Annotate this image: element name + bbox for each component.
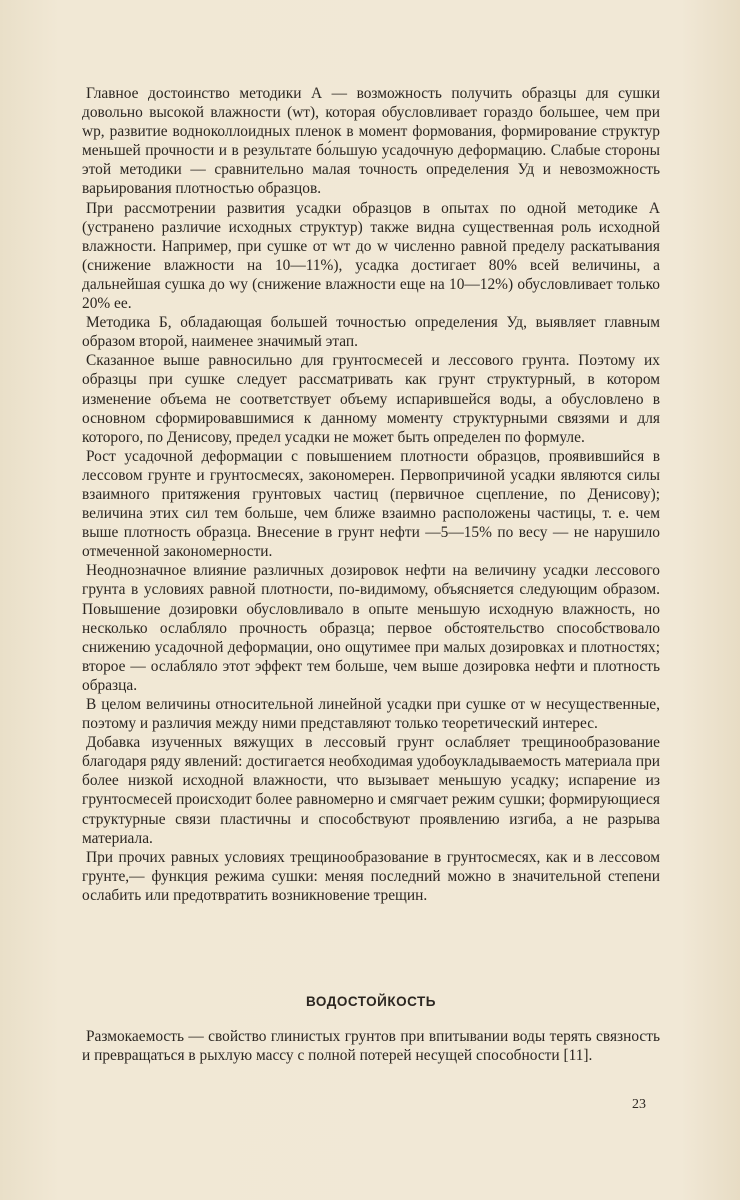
paragraph: Добавка изученных вяжущих в лессовый грунт ослабляет трещинообразование благодаря ряду явлений: достигается необходимая удобоукладываемость материала при более низкой исходной влажности, что вызывает меньшую усадку; испарение из грунтосмесей происходит более равномерно и смягчает режим сушки; формирующиеся структурные связи пластичны и способствуют проявлению изгиба, а не разрыва материала. [82, 734, 660, 847]
final-text [82, 1027, 660, 1065]
paragraph: Сказанное выше равносильно для грунтосмесей и лессового грунта. Поэтому их образцы при сушке следует рассматривать как грунт структурный, в котором изменение объема не соответствует объему испарившейся воды, а обусловлено в основном сформировавшимися к данному моменту структурными связями и для которого, по Денисову, предел усадки не может быть определен по формуле. [82, 352, 660, 446]
page-number: 23 [632, 1097, 646, 1112]
paragraph: Размокаемость — свойство глинистых грунтов при впитывании воды терять связность и превращаться в рыхлую массу с полной потерей несущей способности [11]. [82, 1028, 660, 1065]
section-heading: ВОДОСТОЙКОСТЬ [306, 994, 436, 1009]
paragraph: При прочих равных условиях трещинообразование в грунтосмесях, как и в лессовом грунте,— функция режима сушки: меняя последний можно в значительной степени ослабить или предотвратить возникновение трещин. [82, 848, 660, 904]
paragraph: Рост усадочной деформации с повышением плотности образцов, проявившийся в лессовом грунте и грунтосмесях, закономерен. Первопричиной усадки являются силы взаимного притяжения грунтовых частиц (первичное сцепление, по Денисову); величина этих сил тем больше, чем ближе взаимно расположены частицы, т. е. чем выше плотность образца. Внесение в грунт нефти —5—15% по весу — не нарушило отмеченной закономерности. [82, 447, 660, 561]
paragraph: При рассмотрении развития усадки образцов в опытах по одной методике А (устранено различие исходных структур) также видна существенная роль исходной влажности. Например, при сушке от wт до w численно равной пределу раскатывания (снижение влажности на 10—11%), усадка достигает 80% всей величины, а дальнейшая сушка до wу (снижение влажности еще на 10—12%) обусловливает только 20% ее. [82, 199, 660, 313]
body-text [82, 84, 660, 905]
paragraph: Неоднозначное влияние различных дозировок нефти на величину усадки лессового грунта в условиях равной плотности, по-видимому, объясняется следующим образом. Повышение дозировки обусловливало в опыте меньшую исходную влажность, но несколько ослабляло прочность образца; первое обстоятельство способствовало снижению усадочной деформации, оно ощутимее при малых дозировках и плотностях; второе — ослабляло этот эффект тем больше, чем выше дозировка нефти и плотность образца. [82, 562, 660, 694]
paragraph: Методика Б, обладающая большей точностью определения Уд, выявляет главным образом второй, наименее значимый этап. [82, 314, 660, 351]
paragraph: Главное достоинство методики А — возможность получить образцы для сушки довольно высокой влажности (wт), которая обусловливает гораздо большее, чем при wр, развитие водноколлоидных пленок в момент формования, формирование структур меньшей прочности и в результате бо́льшую усадочную деформацию. Слабые стороны этой методики — сравнительно малая точность определения Уд и невозможность варьирования плотностью образцов. [82, 85, 660, 198]
paragraph: В целом величины относительной линейной усадки при сушке от w несущественные, поэтому и различия между ними представляют только теоретический интерес. [82, 696, 660, 733]
